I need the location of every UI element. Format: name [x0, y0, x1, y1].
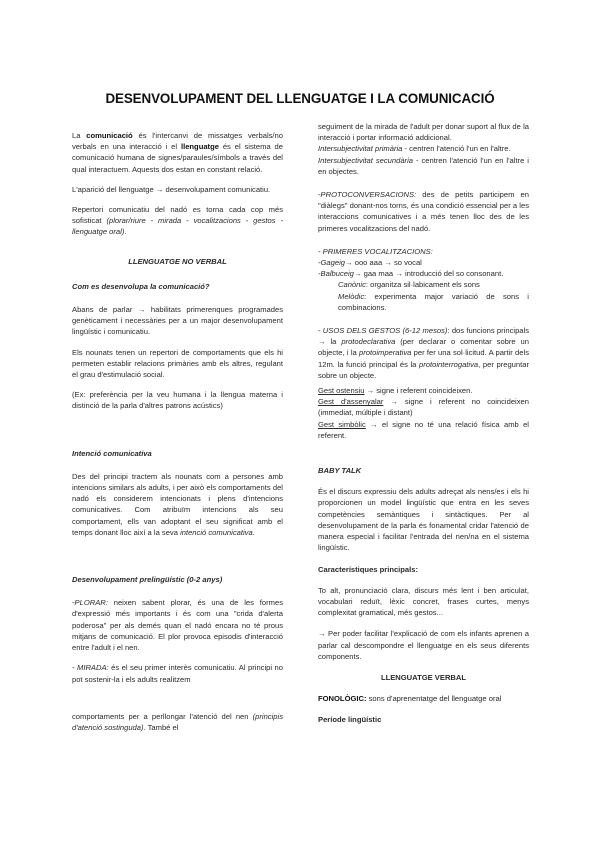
italic-label: Intersubjectivitat primària: [318, 144, 403, 154]
italic-label: Melòdic: [338, 291, 365, 301]
italic-label: -PLORAR:: [72, 598, 108, 608]
paragraph: [318, 693, 529, 704]
text: Repertori comunicatiu del nadó es torna cada cop més sofisticat: [72, 205, 283, 226]
term-llenguatge: llenguatge: [180, 142, 219, 152]
vocalitzacions-heading: [318, 246, 529, 257]
subheading-prelinguistic: Desenvolupament prelingüístic (0-2 anys): [72, 575, 223, 585]
paragraph: [318, 189, 529, 234]
paragraph: seguiment de la mirada de l'adult per donar suport al flux de la interacció i portar informació addicional.: [318, 122, 529, 143]
paragraph: És el discurs expressiu dels adults adreçat als nens/es i els hi proporcionen un model lingüístic que entra en les seves competències semàntiques i sintàctiques. Per al desenvolupament de la parla és fonamental cridar l'atenció de manera especial i facilitar l'entrada del nen/na en el sistema lingüístic.: [318, 487, 529, 553]
text: és el seu primer interès comunicatiu. Al principi no pot sostenir-la i els adults realitzem: [72, 663, 283, 684]
text: → signe i referent coincideixen.: [364, 386, 473, 396]
text: ooo aaa → so vocal: [352, 258, 422, 268]
text: : experimenta major variació de sons i combinacions.: [338, 291, 529, 312]
text: La: [72, 131, 87, 140]
paragraph: [72, 662, 283, 684]
text: → el signe no té una relació física amb el referent.: [318, 419, 529, 440]
paragraph: [72, 597, 283, 653]
italic-text: intenció comunicativa: [180, 527, 253, 537]
list-item: [318, 385, 529, 396]
paragraph: [318, 268, 529, 279]
text: gaa maa → introducció del so consonant.: [361, 269, 504, 279]
bold-label: FONOLÒGIC:: [318, 694, 367, 704]
paragraph: [318, 325, 529, 381]
text: . També el: [143, 722, 179, 732]
italic-label: -Gageig→: [318, 258, 353, 268]
text: neixen sabent plorar, és una de les formes d'expressió més importants i és com una "crida d'alerta poderosa" per als demés quan el nadó encara no té prous mitjans de comunicació. El plor provoca episodis d'interacció entre l'adult i el nen.: [72, 598, 283, 653]
list-item: [318, 279, 529, 290]
subheading-intencio: Intenció comunicativa: [72, 448, 152, 458]
italic-text: protoimperativa: [359, 348, 412, 358]
text: sons d'aprenentatge del llenguatge oral: [366, 694, 502, 704]
italic-label: Canònic: [338, 280, 366, 290]
text: és el sistema de comunicació humana de signes/paraules/símbols a través del qual interactuem. Aquests dos estan en constant relació.: [72, 142, 284, 174]
paragraph: Els nounats tenen un repertori de comportaments que els hi permeten establir relacions primàries amb els altres, regulant el grau d'estimulació social.: [72, 347, 283, 380]
paragraph: [72, 711, 283, 733]
left-column: [72, 130, 283, 742]
right-column: [318, 121, 529, 735]
italic-label: -PROTOCONVERSACIONS:: [318, 190, 417, 200]
text: .: [124, 227, 127, 237]
underlined-label: Gest ostensiu: [318, 386, 365, 396]
text: - centren l'atenció l'un en l'altre.: [402, 144, 511, 154]
section-heading-verbal: LLENGUATGE VERBAL: [380, 672, 467, 682]
underlined-label: Gest simbòlic: [318, 419, 366, 429]
text: des de petits participem en "diàlegs" donant-nos torns, és una condició essencial per a les interaccions comunicatives i a més tenen lloc des de les primeres vocalitzacions del nadó.: [318, 190, 529, 233]
text: és l'intercanvi de missatges verbals/no verbals en una interacció i el: [72, 131, 283, 152]
intro-paragraph: [72, 130, 283, 175]
italic-label: - MIRADA:: [72, 663, 109, 673]
paragraph: [72, 204, 283, 238]
text: - centren l'atenció l'un en l'altre i en objectes.: [318, 155, 529, 176]
text: per fer una sol·licitud. A partir dels 12m. la funció principal és la: [318, 348, 529, 369]
text: : dos funcions principals → la: [318, 326, 529, 347]
paragraph: To alt, pronunciació clara, discurs més lent i ben articulat, vocabulari reduït, lèxic concret, frases curtes, menys complexitat gramatical, més gestos...: [318, 585, 529, 618]
italic-text: (plorar/riure - mirada - vocalitzacions - gestos - llenguatge oral): [72, 216, 283, 237]
subheading-com: Com es desenvolupa la comunicació?: [72, 281, 210, 291]
paragraph: [318, 155, 529, 177]
text: (per declarar o comentar sobre un objecte, i la: [318, 337, 529, 358]
italic-label: Intersubjectivitat secundària: [318, 155, 413, 165]
text: Des del principi tractem als nounats com a persones amb intencions similars als adults, i per això els comportaments del nadó els considerem intencionats i plens d'intencions comunicatives. Com atribuïm intencions als seu comportament, ells van adoptant el seu significat amb el temps donant lloc així a la seva: [72, 471, 283, 537]
paragraph: [72, 471, 283, 538]
periode-heading: Període lingüístic: [318, 715, 382, 725]
paragraph: → Per poder facilitar l'explicació de com els infants aprenen a parlar cal descompondre el llenguatge en els seus diferents components.: [318, 629, 529, 661]
paragraph: Abans de parlar → habilitats primerenques programades genèticament i necessàries per a un major desenvolupament lingüístic i comunicatiu.: [72, 305, 283, 337]
characteristics-heading: Característiques principals:: [318, 564, 419, 574]
text: .: [252, 527, 255, 537]
italic-label: - PRIMERES VOCALITZACIONS:: [318, 246, 433, 256]
italic-label: - USOS DELS GESTOS (6-12 mesos): [318, 326, 448, 336]
list-item: [318, 291, 529, 313]
italic-text: protodeclarativa: [341, 337, 396, 347]
paragraph: (Ex: preferència per la veu humana i la llengua materna i distinció de la parla d'altres patrons acústics): [72, 390, 283, 411]
list-item: [318, 396, 529, 418]
section-heading-no-verbal: LLENGUATGE NO VERBAL: [128, 256, 227, 266]
text: → signe i referent no coincideixen (immediat, múltiple i distant): [318, 397, 529, 418]
page-title: DESENVOLUPAMENT DEL LLENGUATGE I LA COMUNICACIÓ: [105, 91, 495, 106]
paragraph: [318, 257, 529, 268]
italic-label: -Balbuceig→: [318, 269, 362, 279]
paragraph: L'aparició del llenguatge → desenvolupament comunicatiu.: [72, 184, 271, 194]
text: comportaments per a perllongar l'atenció del nen: [72, 711, 253, 721]
paragraph: [318, 143, 529, 154]
text: , per preguntar sobre un objecte.: [318, 359, 529, 380]
term-comunicacio: comunicació: [86, 131, 133, 140]
italic-text: protointerrogativa: [419, 359, 479, 369]
italic-text: (principis d'atenció sostinguda): [72, 711, 283, 732]
text: : organitza sil·labicament els sons: [365, 280, 480, 290]
baby-talk-heading: BABY TALK: [318, 466, 362, 476]
underlined-label: Gest d'assenyalar: [318, 397, 384, 407]
list-item: [318, 419, 529, 441]
